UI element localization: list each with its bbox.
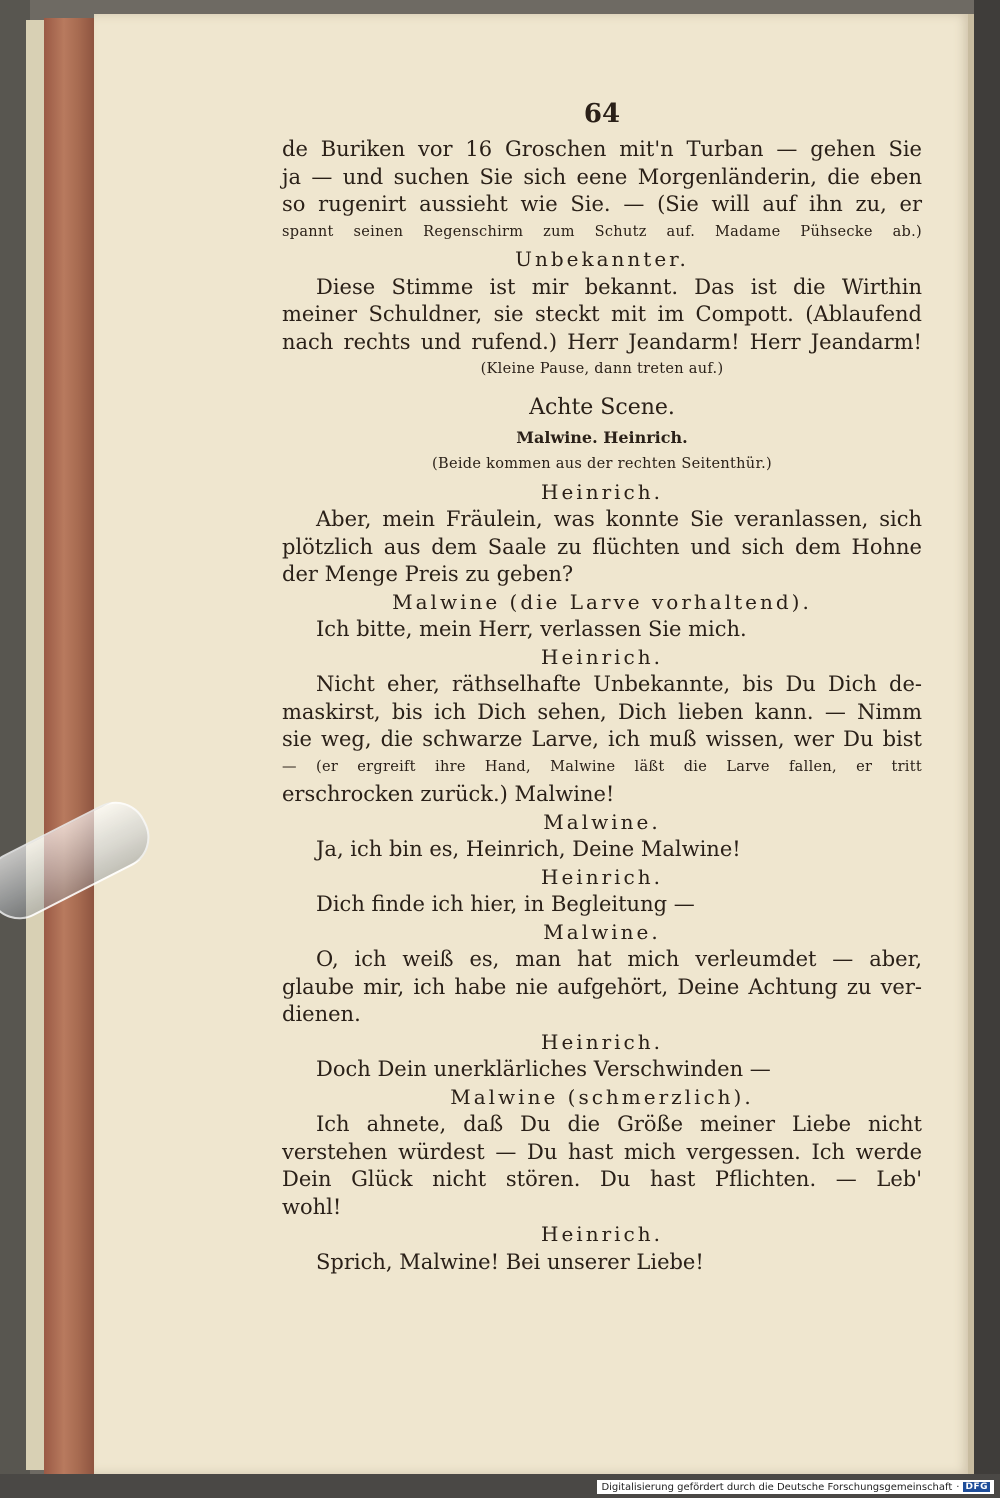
text-lines: [282, 136, 922, 1276]
text-line: glaube mir, ich habe nie aufgehört, Deine Achtung zu ver-: [282, 974, 922, 999]
text-line: ja — und suchen Sie sich eene Morgenländerin, die eben: [282, 164, 922, 189]
book-edge: [44, 18, 94, 1474]
speaker-name: Heinrich.: [541, 1029, 663, 1054]
text-line: Ich bitte, mein Herr, verlassen Sie mich.: [316, 617, 747, 641]
text-line: — (er ergreift ihre Hand, Malwine läßt die Larve fallen, er tritt: [282, 758, 922, 775]
page-text: [282, 92, 922, 1276]
text-line: Malwine. Heinrich.: [516, 427, 688, 447]
text-line: Nicht eher, räthselhafte Unbekannte, bis Du Dich de-: [316, 672, 922, 696]
text-line: de Buriken vor 16 Groschen mit'n Turban — gehen Sie: [282, 137, 922, 161]
text-line: O, ich weiß es, man hat mich verleumdet — aber,: [316, 947, 922, 971]
speaker-name: Malwine.: [543, 809, 661, 834]
text-line: verstehen würdest — Du hast mich vergessen. Ich werde: [282, 1139, 922, 1164]
text-line: Aber, mein Fräulein, was konnte Sie veranlassen, sich: [316, 507, 922, 531]
text-line: spannt seinen Regenschirm zum Schutz auf. Madame Pühsecke ab.): [282, 223, 922, 240]
text-line: Dich finde ich hier, in Begleitung —: [316, 892, 695, 916]
text-line: Sprich, Malwine! Bei unserer Liebe!: [316, 1249, 704, 1274]
speaker-name: Heinrich.: [541, 1222, 663, 1246]
credit-text: Digitalisierung gefördert durch die Deutsche Forschungsgemeinschaft: [601, 1481, 953, 1493]
speaker-name: Malwine.: [543, 919, 661, 944]
text-line: Dein Glück nicht stören. Du hast Pflichten. — Leb': [282, 1167, 922, 1191]
page-stack-edge: [26, 20, 44, 1470]
page-number: 64: [583, 99, 621, 129]
scene-heading: Achte Scene.: [529, 394, 675, 420]
text-line: sie weg, die schwarze Larve, ich muß wissen, wer Du bist: [282, 727, 922, 751]
text-line: Doch Dein unerklärliches Verschwinden —: [316, 1057, 771, 1081]
dfg-logo-icon: DFG: [965, 1482, 988, 1492]
text-line: wohl!: [282, 1194, 342, 1219]
text-line: (Beide kommen aus der rechten Seitenthür.): [432, 456, 772, 472]
text-line: dienen.: [282, 1002, 361, 1026]
right-background: [974, 0, 1000, 1498]
speaker-name: Heinrich.: [541, 479, 663, 504]
text-line: meiner Schuldner, sie steckt mit im Compott. (Ablaufend: [282, 302, 922, 326]
dfg-credit[interactable]: Digitalisierung gefördert durch die Deutsche Forschungsgemeinschaft · DFG: [597, 1480, 994, 1494]
text-line: erschrocken zurück.) Malwine!: [282, 782, 615, 806]
speaker-name: Malwine (die Larve vorhaltend).: [392, 589, 812, 614]
text-line: (Kleine Pause, dann treten auf.): [480, 361, 724, 377]
speaker-name: Heinrich.: [541, 864, 663, 889]
text-line: der Menge Preis zu geben?: [282, 562, 574, 586]
speaker-name: Unbekannter.: [515, 247, 689, 271]
text-line: Diese Stimme ist mir bekannt. Das ist die Wirthin: [316, 274, 922, 299]
text-line: nach rechts und rufend.) Herr Jeandarm! Herr Jeandarm!: [282, 329, 922, 354]
text-line: so rugenirt aussieht wie Sie. — (Sie will auf ihn zu, er: [282, 192, 922, 216]
speaker-name: Malwine (schmerzlich).: [450, 1084, 754, 1109]
text-line: Ja, ich bin es, Heinrich, Deine Malwine!: [316, 837, 741, 861]
text-line: plötzlich aus dem Saale zu flüchten und sich dem Hohne: [282, 534, 922, 559]
text-line: Ich ahnete, daß Du die Größe meiner Liebe nicht: [316, 1112, 922, 1136]
speaker-name: Heinrich.: [541, 644, 663, 669]
text-line: maskirst, bis ich Dich sehen, Dich lieben kann. — Nimm: [282, 699, 922, 724]
